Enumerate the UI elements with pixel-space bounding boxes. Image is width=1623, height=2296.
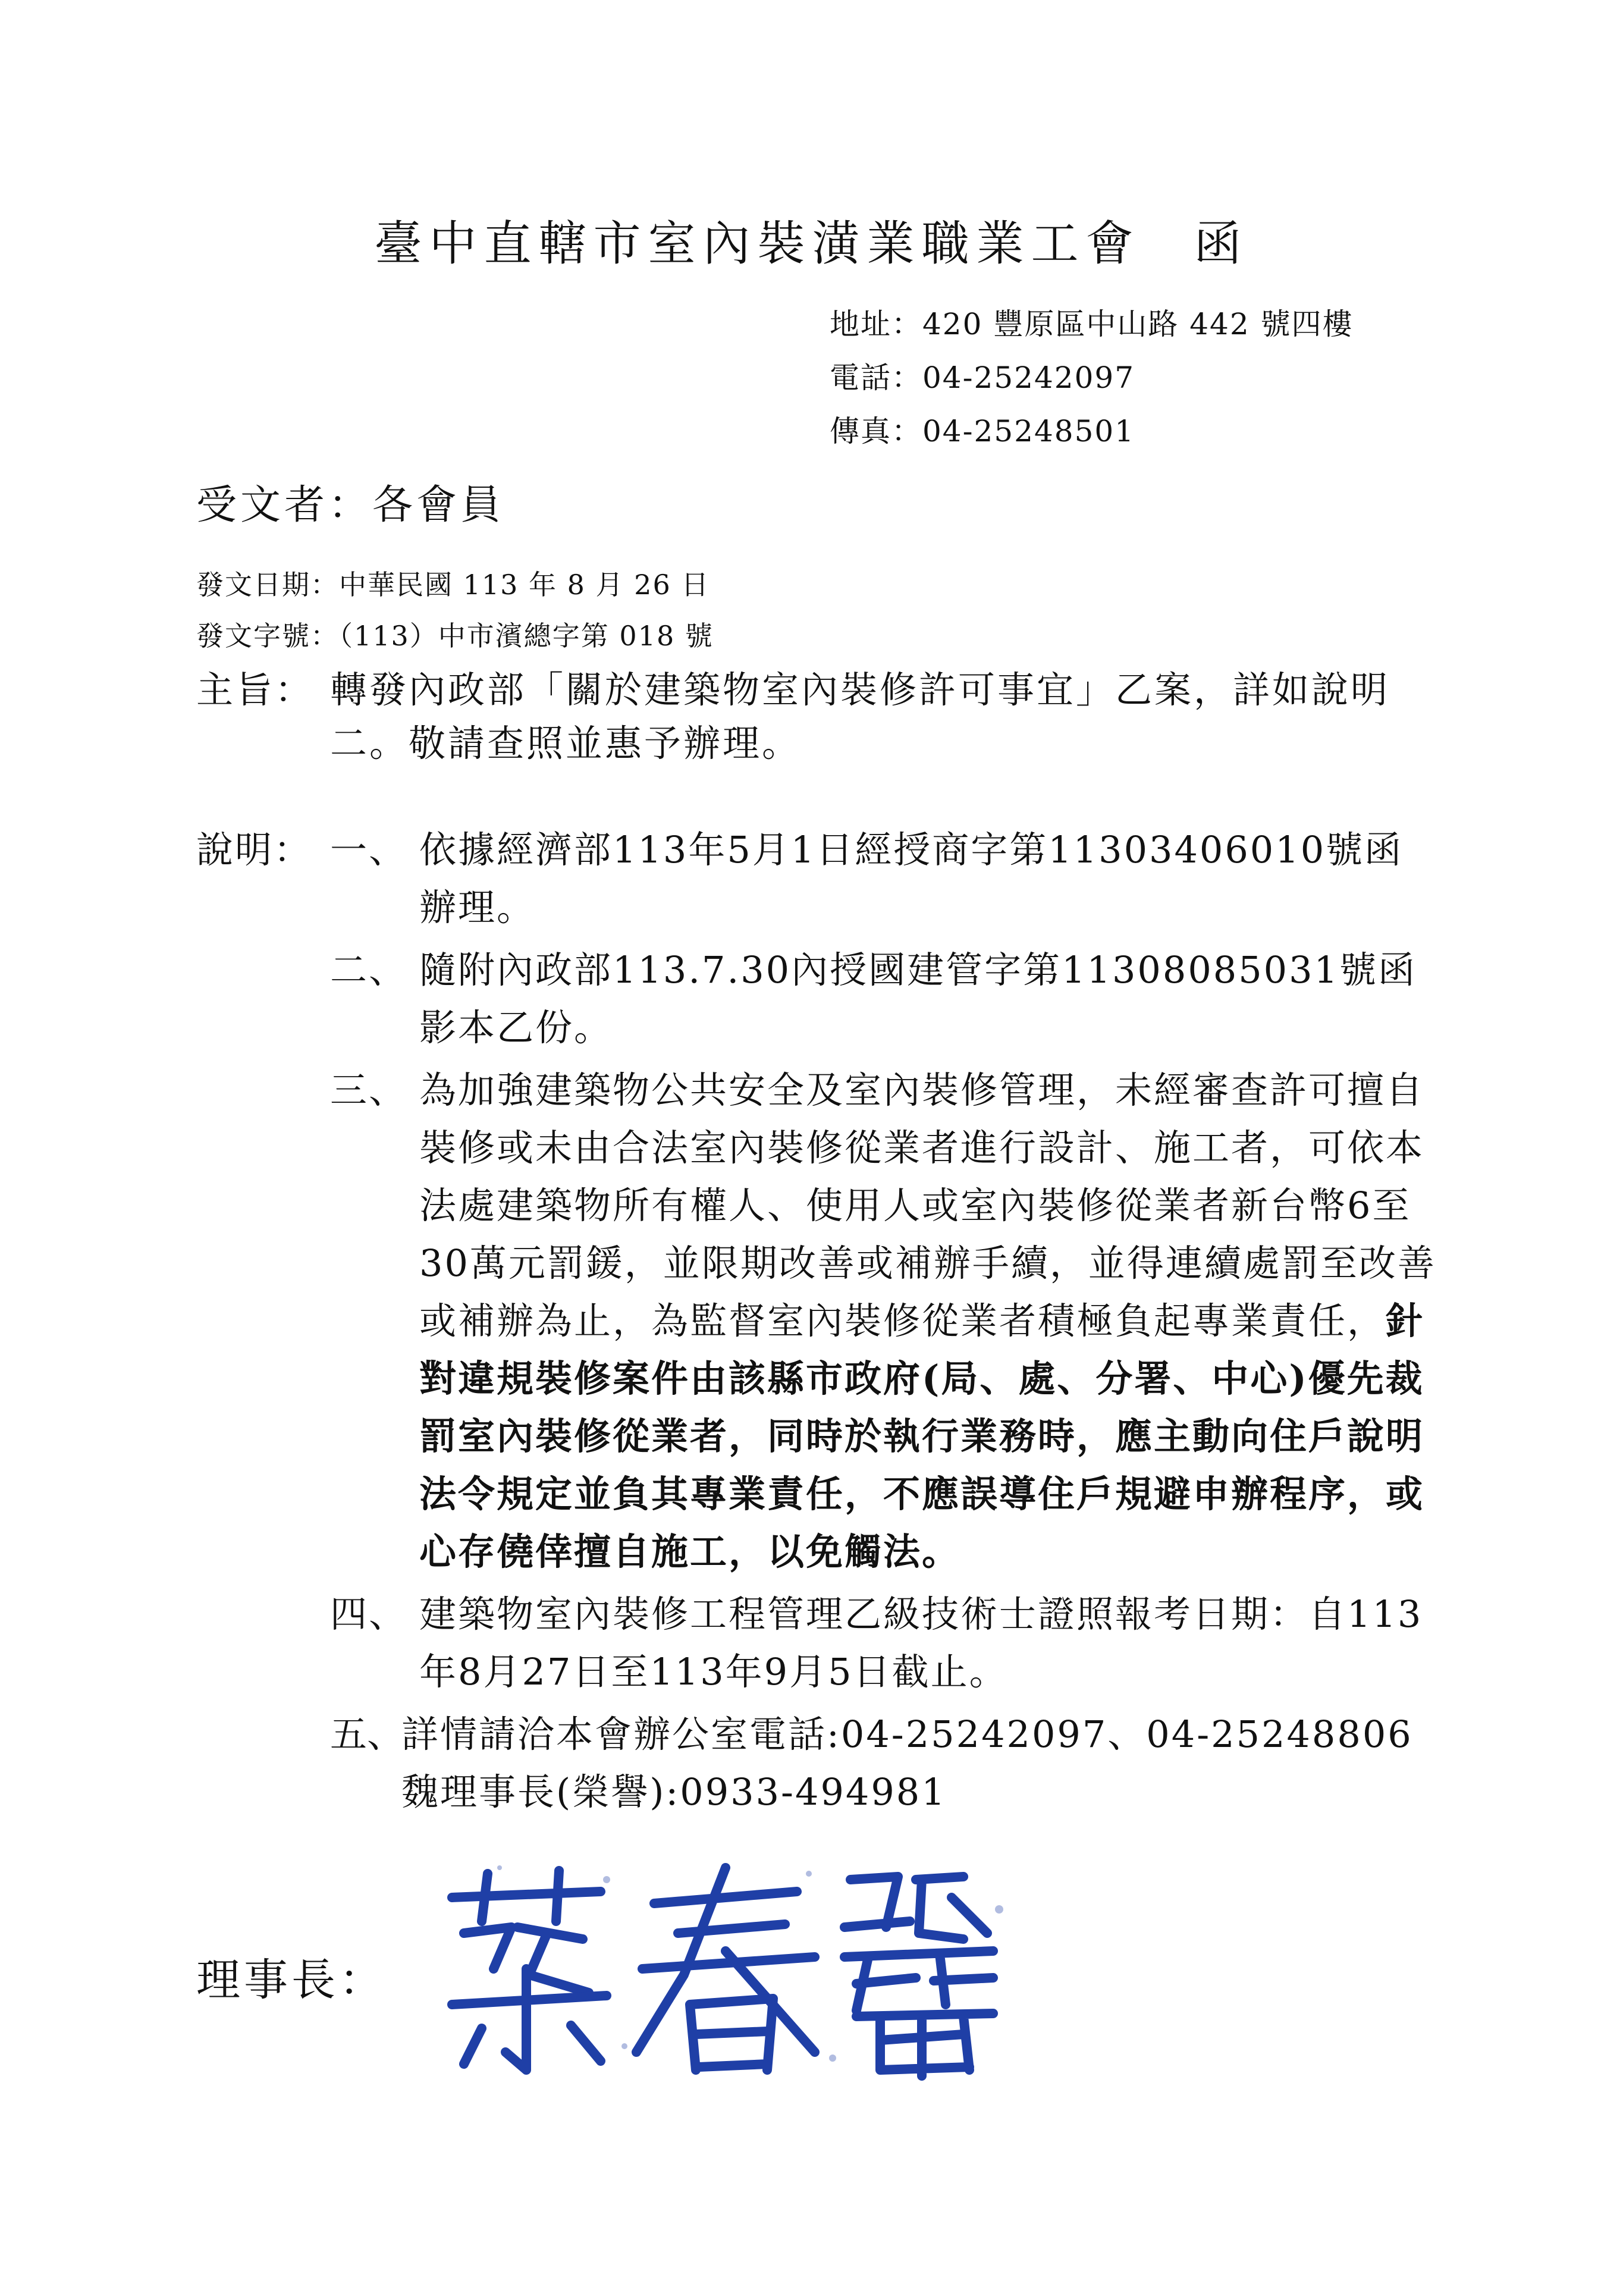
item-text: 隨附內政部113.7.30內授國建管字第11308085031號函影本乙份。 bbox=[419, 948, 1417, 1049]
subject-text: 轉發內政部「關於建築物室內裝修許可事宜」乙案，詳如說明二。敬請查照並惠予辦理。 bbox=[330, 668, 1390, 765]
item-text: 詳情請洽本會辦公室電話:04-25242097、04-25248806魏理事長(榮譽):0933-494981 bbox=[401, 1712, 1413, 1814]
explanation-item-5 bbox=[330, 1705, 1439, 1821]
explanation-item-1 bbox=[330, 821, 1439, 936]
handwritten-signature-image bbox=[428, 1856, 1023, 2082]
meta-block bbox=[196, 559, 714, 661]
document-title bbox=[0, 211, 1623, 277]
explanation-item-3 bbox=[330, 1061, 1439, 1580]
recipient: 受文者：各會員 bbox=[196, 482, 505, 529]
item-number: 三、 bbox=[330, 1068, 408, 1112]
contact-fax: 傳真：04-25248501 bbox=[830, 414, 1135, 448]
item-number: 五、 bbox=[330, 1712, 404, 1756]
item-text: 為加強建築物公共安全及室內裝修管理，未經審查許可擅自裝修或未由合法室內裝修從業者進行設計、施工者，可依本法處建築物所有權人、使用人或室內裝修從業者新台幣6至30萬元罰鍰，並限期改善或補辦手續，並得連續處罰至改善或補辦為止，為監督室內裝修從業者積極負起專業責任， bbox=[419, 1068, 1436, 1343]
organization-name: 臺中直轄市室內裝潢業職業工會 bbox=[374, 216, 1141, 271]
signer-label: 理事長： bbox=[196, 1955, 387, 2006]
explanation-item-2 bbox=[330, 941, 1439, 1056]
signature-ink bbox=[452, 1868, 993, 2076]
item-text: 依據經濟部113年5月1日經授商字第11303406010號函辦理。 bbox=[419, 828, 1404, 929]
explanation-section bbox=[196, 821, 1439, 1825]
contact-address: 地址：420 豐原區中山路 442 號四樓 bbox=[830, 307, 1354, 341]
explanation-item-4 bbox=[330, 1585, 1439, 1701]
item-number: 二、 bbox=[330, 948, 408, 992]
contact-block bbox=[830, 297, 1354, 458]
explanation-label: 說明： bbox=[196, 828, 313, 871]
item-number: 一、 bbox=[330, 828, 408, 871]
subject-section bbox=[196, 663, 1439, 770]
item-number: 四、 bbox=[330, 1592, 408, 1636]
document-type: 函 bbox=[1194, 216, 1249, 271]
subject-label: 主旨： bbox=[196, 668, 315, 711]
item-text-emphasis: 針對違規裝修案件由該縣市政府(局、處、分署、中心)優先裁罰室內裝修從業者，同時於執行業務時，應主動向住戶說明法令規定並負其專業責任，不應誤導住戶規避申辦程序，或心存僥倖擅自施工，以免觸法。 bbox=[419, 1299, 1425, 1573]
issue-date: 發文日期：中華民國 113 年 8 月 26 日 bbox=[196, 569, 710, 601]
item-text: 建築物室內裝修工程管理乙級技術士證照報考日期：自113年8月27日至113年9月5日截止。 bbox=[419, 1592, 1423, 1693]
contact-phone: 電話：04-25242097 bbox=[830, 360, 1135, 395]
document-number: 發文字號：（113）中市濱總字第 018 號 bbox=[196, 620, 714, 652]
